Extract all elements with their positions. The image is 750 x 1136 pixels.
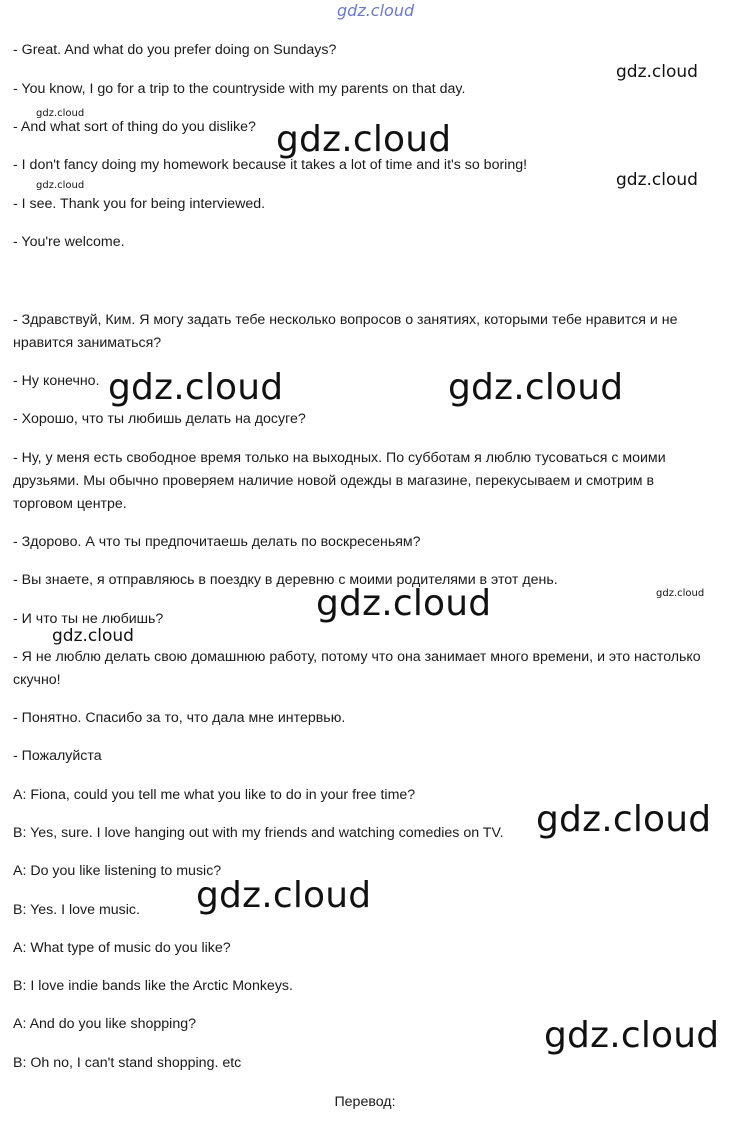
dialogue-line: A: Fiona, could you tell me what you like to do in your free time? [13,787,416,803]
dialogue-line: - You're welcome. [13,234,125,250]
dialogue-line: A: What type of music do you like? [13,940,231,956]
dialogue-line: - Здравствуй, Ким. Я могу задать тебе несколько вопросов о занятиях, которыми тебе нравится и не нравится заниматься? [13,312,682,351]
dialogue-line: - Пожалуйста [13,748,102,764]
dialogue-line: - Здорово. А что ты предпочитаешь делать по воскресеньям? [13,534,421,550]
dialogue-line: - And what sort of thing do you dislike? [13,119,256,135]
dialogue-line: - Понятно. Спасибо за то, что дала мне интервью. [13,710,346,726]
watermark: gdz.cloud [108,367,284,408]
dialogue-line: - I don't fancy doing my homework because it takes a lot of time and it's so boring! [13,157,528,173]
dialogue-line: - You know, I go for a trip to the countryside with my parents on that day. [13,81,466,97]
watermark: gdz.cloud [36,108,85,119]
watermark: gdz.cloud [536,799,712,840]
dialogue-line: A: And do you like shopping? [13,1016,196,1032]
watermark: gdz.cloud [616,170,698,190]
dialogue-line: B: Yes, sure. I love hanging out with my friends and watching comedies on TV. [13,825,504,841]
watermark: gdz.cloud [36,180,85,191]
dialogue-line: - И что ты не любишь? [13,611,164,627]
dialogue-line: - Ну, у меня есть свободное время только на выходных. По субботам я люблю тусоваться с моими друзьями. Мы обычно проверяем наличие новой одежды в магазине, перекусываем и смотрим в торговом центре. [13,450,670,512]
dialogue-line: - Вы знаете, я отправляюсь в поездку в деревню с моими родителями в этот день. [13,572,558,588]
dialogue-line: A: Do you like listening to music? [13,863,222,879]
dialogue-line: - Я не люблю делать свою домашнюю работу, потому что она занимает много времени, и это настолько скучно! [13,649,705,688]
dialogue-line: - Хорошо, что ты любишь делать на досуге? [13,411,306,427]
watermark: gdz.cloud [276,119,452,160]
watermark: gdz.cloud [656,588,705,599]
watermark: gdz.cloud [196,875,372,916]
dialogue-line: B: Oh no, I can't stand shopping. etc [13,1055,242,1071]
translation-label: Перевод: [334,1094,396,1110]
dialogue-line: - I see. Thank you for being interviewed. [13,196,266,212]
watermark: gdz.cloud [544,1015,720,1056]
dialogue-line: - Great. And what do you prefer doing on Sundays? [13,42,337,58]
watermark: gdz.cloud [616,62,698,82]
dialogue-line: B: Yes. I love music. [13,902,140,918]
dialogue-line: B: I love indie bands like the Arctic Monkeys. [13,978,293,994]
watermark-top: gdz.cloud [337,1,415,20]
dialogue-line: - Ну конечно. [13,373,100,389]
watermark: gdz.cloud [316,583,492,624]
watermark: gdz.cloud [52,626,134,646]
watermark: gdz.cloud [448,367,624,408]
